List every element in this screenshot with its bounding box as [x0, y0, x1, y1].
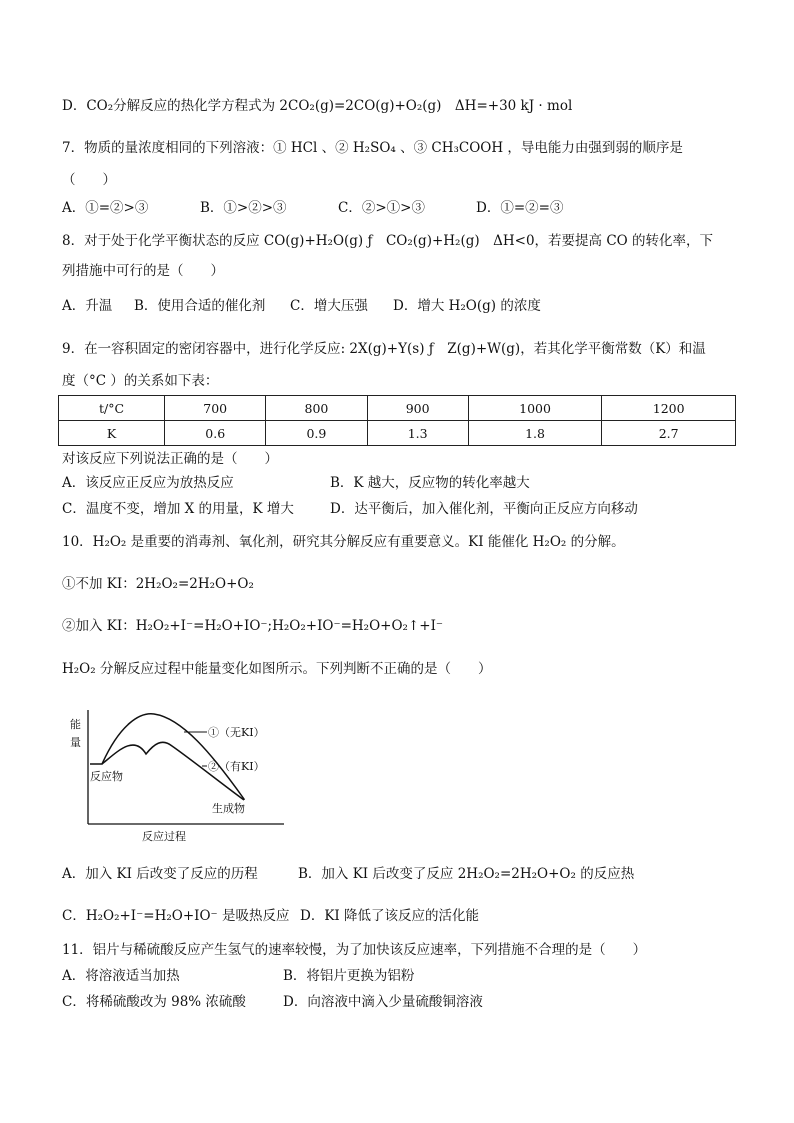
table-cell: K: [59, 421, 165, 446]
q9-option-b: B．K 越大，反应物的转化率越大: [330, 475, 530, 491]
table-cell: 1.3: [367, 421, 468, 446]
product-label: 生成物: [212, 802, 245, 815]
q10-option-d: D．KI 降低了该反应的活化能: [300, 908, 480, 924]
table-cell: t/°C: [59, 396, 165, 421]
q9-stem: 9．在一容积固定的密闭容器中，进行化学反应: 2X(g)+Y(s) ƒ Z(g)+W(g)，若其化学平衡常数（K）和温: [62, 341, 706, 357]
q8-option-c: C．增大压强: [290, 298, 368, 314]
table-cell: 1.8: [468, 421, 602, 446]
curve-2-label: ②（有KI）: [208, 760, 265, 773]
q11-option-d: D．向溶液中滴入少量硫酸铜溶液: [283, 994, 483, 1010]
table-cell: 2.7: [602, 421, 736, 446]
table-cell: 800: [266, 396, 367, 421]
q10-stem: 10．H₂O₂ 是重要的消毒剂、氧化剂，研究其分解反应有重要意义。KI 能催化 H₂O₂ 的分解。: [62, 534, 625, 550]
q7-stem: 7．物质的量浓度相同的下列溶液：① HCl 、② H₂SO₄ 、③ CH₃COOH ，导电能力由强到弱的顺序是: [62, 140, 683, 156]
q7-option-c: C．②>①>③: [338, 200, 425, 216]
q8-option-a: A．升温: [62, 298, 113, 314]
q11-option-a: A．将溶液适当加热: [62, 968, 180, 984]
q7-option-d: D．①=②=③: [476, 200, 564, 216]
q8-stem-cont: 列措施中可行的是（ ）: [62, 263, 224, 279]
curve-1-label: ①（无KI）: [208, 726, 265, 739]
q11-option-c: C．将稀硫酸改为 98% 浓硫酸: [62, 994, 246, 1010]
q7-option-a: A．①=②>③: [62, 200, 149, 216]
reactant-label: 反应物: [90, 770, 123, 783]
q10-with-ki: ②加入 KI：H₂O₂+I⁻=H₂O+IO⁻;H₂O₂+IO⁻=H₂O+O₂↑+I⁻: [62, 618, 444, 634]
y-label-char-2: 量: [70, 736, 81, 749]
q9-stem-cont: 度（°C ）的关系如下表：: [62, 373, 219, 389]
q10-option-b: B．加入 KI 后改变了反应 2H₂O₂=2H₂O+O₂ 的反应热: [298, 866, 635, 882]
q8-option-b: B．使用合适的催化剂: [134, 298, 266, 314]
q8-option-d: D．增大 H₂O(g) 的浓度: [393, 298, 541, 314]
q7-blank: （ ）: [62, 172, 116, 188]
k-temperature-table: [58, 395, 736, 446]
table-cell: 900: [367, 396, 468, 421]
q11-stem: 11．铝片与稀硫酸反应产生氢气的速率较慢，为了加快该反应速率，下列措施不合理的是（ ）: [62, 942, 647, 958]
q10-question: H₂O₂ 分解反应过程中能量变化如图所示。下列判断不正确的是（ ）: [62, 661, 492, 677]
q10-option-c: C．H₂O₂+I⁻=H₂O+IO⁻ 是吸热反应: [62, 908, 290, 924]
table-cell: 1200: [602, 396, 736, 421]
table-row: [59, 396, 736, 421]
table-cell: 0.6: [165, 421, 266, 446]
q9-question: 对该反应下列说法正确的是（ ）: [62, 451, 278, 467]
table-row: [59, 421, 736, 446]
table-cell: 1000: [468, 396, 602, 421]
energy-diagram: [62, 704, 292, 849]
q9-option-c: C．温度不变，增加 X 的用量，K 增大: [62, 501, 294, 517]
q10-no-ki: ①不加 KI：2H₂O₂=2H₂O+O₂: [62, 576, 254, 592]
q9-option-a: A．该反应正反应为放热反应: [62, 475, 234, 491]
q11-option-b: B．将铝片更换为铝粉: [283, 968, 415, 984]
q6-option-d: D．CO₂分解反应的热化学方程式为 2CO₂(g)=2CO(g)+O₂(g) ΔH=+30 kJ · mol: [62, 98, 573, 114]
q8-stem: 8．对于处于化学平衡状态的反应 CO(g)+H₂O(g) ƒ CO₂(g)+H₂(g) ΔH<0，若要提高 CO 的转化率，下: [62, 233, 714, 249]
table-cell: 700: [165, 396, 266, 421]
y-label-char-1: 能: [70, 718, 81, 731]
q9-option-d: D．达平衡后，加入催化剂，平衡向正反应方向移动: [330, 501, 638, 517]
q10-option-a: A．加入 KI 后改变了反应的历程: [62, 866, 258, 882]
x-axis-label: 反应过程: [142, 830, 186, 843]
table-cell: 0.9: [266, 421, 367, 446]
q7-option-b: B．①>②>③: [200, 200, 287, 216]
